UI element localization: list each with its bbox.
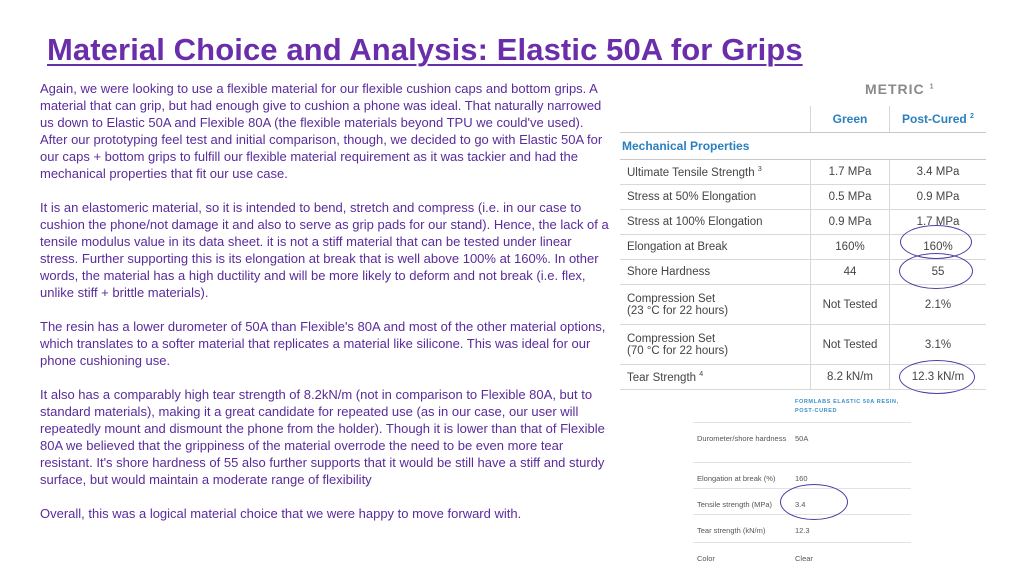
paragraph-intro: Again, we were looking to use a flexible material for our flexible cushion caps and bottom grips. A material that can grip, but had enough give to cushion a phone was ideal. That naturally narrowed us down to Elastic 50A and Flexible 80A (the flexible materials beyond TPU we could've used). After our prototyping feel test and initial comparison, though, we decided to go with Elastic 50A for our caps + bottom grips to fulfill our flexible material requirement as it was tackier and had the mechanical properties that fit our use case. — [40, 81, 603, 181]
section-mechanical-properties: Mechanical Properties — [620, 133, 986, 160]
property-value: 3.4 — [795, 500, 806, 509]
property-label: Durometer/shore hardness — [697, 434, 787, 443]
paragraph-durometer: The resin has a lower durometer of 50A than Flexible's 80A and most of the other material options, which translates to a softer material that replicates a material like silicone. This was ideal for our phone cushioning use. — [40, 319, 606, 368]
table-row — [620, 210, 986, 235]
property-name: Compression Set — [627, 332, 716, 345]
green-value: 8.2 kN/m — [811, 365, 890, 390]
mechanical-properties-table — [620, 106, 986, 390]
slide-title: Material Choice and Analysis: Elastic 50A for Grips — [47, 32, 803, 67]
table-row — [620, 260, 986, 285]
metric-properties-table — [620, 78, 986, 390]
table-row — [693, 514, 911, 535]
table-row — [693, 422, 911, 443]
green-value: 44 — [811, 260, 890, 285]
table-row — [620, 325, 986, 365]
property-label: Elongation at break (%) — [697, 474, 776, 483]
table-row: Tear Strength $^4$ 8.2 kN/m 12.3 kN/m — [620, 365, 986, 390]
property-value: 160 — [795, 474, 808, 483]
body-text — [40, 80, 612, 539]
property-name: Tear Strength — [627, 371, 697, 384]
property-name: Stress at 100% Elongation — [620, 210, 811, 235]
property-name: Stress at 50% Elongation — [620, 185, 811, 210]
property-value: 12.3 — [795, 526, 810, 535]
table-row — [693, 542, 911, 563]
green-value: 0.9 MPa — [811, 210, 890, 235]
property-condition: (23 °C for 22 hours) — [627, 304, 729, 317]
post-cured-value: 160% — [890, 235, 987, 260]
property-name: Shore Hardness — [620, 260, 811, 285]
property-label: Color — [697, 554, 715, 563]
green-value: Not Tested — [811, 325, 890, 365]
property-label: Tensile strength (MPa) — [697, 500, 773, 509]
table-row — [693, 488, 911, 509]
formlabs-header: FORMLABS ELASTIC 50A RESIN, POST-CURED — [795, 399, 899, 414]
column-green: Green — [811, 106, 890, 133]
table-row — [620, 185, 986, 210]
table-row: Ultimate Tensile Strength $^3$ 1.7 MPa 3.4 MPa — [620, 160, 986, 185]
green-value: 160% — [811, 235, 890, 260]
table-header-row — [620, 106, 986, 133]
green-value: 1.7 MPa — [811, 160, 890, 185]
green-value: 0.5 MPa — [811, 185, 890, 210]
property-name: Elongation at Break — [620, 235, 811, 260]
table-row — [620, 285, 986, 325]
column-post-cured: Post-Cured $^2$ — [890, 106, 987, 133]
paragraph-tear-strength: It also has a comparably high tear strength of 8.2kN/m (not in comparison to Flexible 80A, but to standard materials), making it a great candidate for repeated use (as in our case, our user will repeatedly mount and dismount the phone from the holder). Though it is lower than that of Flexible 80A we believed that the grippiness of the material overrode the need to be even more tear resistant. It's shore hardness of 55 also further supports that it would be still have a stiff and sturdy surface, but would maintain a moderate range of flexibility — [40, 387, 605, 487]
post-cured-value: 0.9 MPa — [890, 185, 987, 210]
property-name: Compression Set — [627, 292, 716, 305]
property-condition: (70 °C for 22 hours) — [627, 344, 729, 357]
paragraph-conclusion: Overall, this was a logical material choice that we were happy to move forward with. — [40, 506, 522, 521]
table-row — [620, 235, 986, 260]
green-value: Not Tested — [811, 285, 890, 325]
metric-title: METRIC $^1$ — [865, 81, 935, 97]
post-cured-value: 55 — [890, 260, 987, 285]
property-value: Clear — [795, 554, 813, 563]
section-row — [620, 133, 986, 160]
post-cured-value: 3.1% — [890, 325, 987, 365]
post-cured-value: 2.1% — [890, 285, 987, 325]
property-name: Ultimate Tensile Strength — [627, 166, 755, 179]
table-row — [693, 462, 911, 483]
property-label: Tear strength (kN/m) — [697, 526, 766, 535]
post-cured-value: 3.4 MPa — [890, 160, 987, 185]
paragraph-elastomer: It is an elastomeric material, so it is intended to bend, stretch and compress (i.e. in our case to cushion the phone/not damage it and also to serve as grip pads for our stand). Hence, the lack of a tensile modulus value in its data sheet. it is not a stiff material that can be tested under linear stress. Further supporting this is its elongation at break that is well above 100% at 160%. In other words, the material has a high ductility and will be more likely to deform and not break (i.e. flex, unlike stiff + brittle materials). — [40, 200, 609, 300]
post-cured-value: 1.7 MPa — [890, 210, 987, 235]
post-cured-value: 12.3 kN/m — [890, 365, 987, 390]
property-value: 50A — [795, 434, 809, 443]
